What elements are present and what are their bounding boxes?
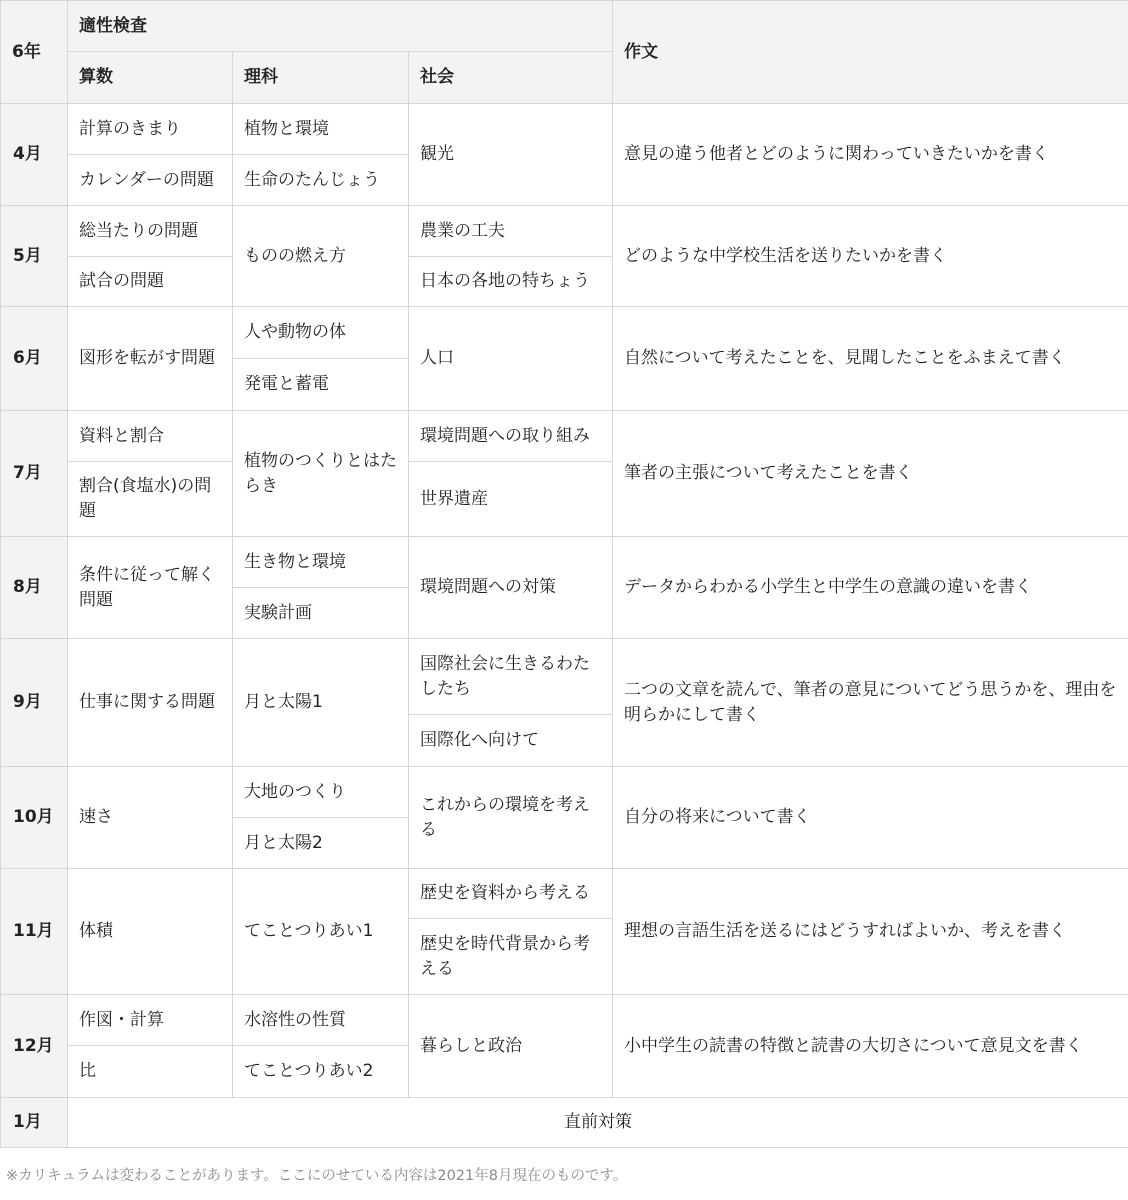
science-cell: 生命のたんじょう [233, 155, 409, 206]
math-cell: 比 [68, 1046, 233, 1098]
science-cell: 植物と環境 [233, 104, 409, 155]
essay-cell: 二つの文章を読んで、筆者の意見についてどう思うかを、理由を明らかにして書く [613, 639, 1128, 767]
month-label: 10月 [1, 767, 68, 869]
essay-cell: 自然について考えたことを、見聞したことをふまえて書く [613, 307, 1128, 411]
table-row [1, 307, 1128, 359]
table-row [1, 639, 1128, 715]
math-cell: 図形を転がす問題 [68, 307, 233, 411]
social-cell: 日本の各地の特ちょう [409, 257, 613, 307]
social-cell: 歴史を時代背景から考える [409, 919, 613, 995]
social-cell: 世界遺産 [409, 462, 613, 537]
social-cell: 暮らしと政治 [409, 995, 613, 1098]
essay-cell: 理想の言語生活を送るにはどうすればよいか、考えを書く [613, 869, 1128, 995]
table-row [1, 1098, 1128, 1148]
science-cell: 植物のつくりとはたらき [233, 411, 409, 537]
science-cell: 生き物と環境 [233, 537, 409, 588]
footnote: ※カリキュラムは変わることがあります。ここにのせている内容は2021年8月現在のものです。 [6, 1168, 628, 1184]
social-cell: 環境問題への取り組み [409, 411, 613, 462]
header-grade: 6年 [1, 1, 68, 104]
social-cell: 歴史を資料から考える [409, 869, 613, 919]
math-cell: 条件に従って解く問題 [68, 537, 233, 639]
science-cell: 水溶性の性質 [233, 995, 409, 1046]
science-cell: てことつりあい2 [233, 1046, 409, 1098]
table-row [1, 995, 1128, 1046]
essay-cell: 自分の将来について書く [613, 767, 1128, 869]
social-cell: 観光 [409, 104, 613, 206]
month-label: 8月 [1, 537, 68, 639]
month-label: 7月 [1, 411, 68, 537]
header-social: 社会 [409, 52, 613, 104]
month-label: 11月 [1, 869, 68, 995]
essay-cell: どのような中学校生活を送りたいかを書く [613, 206, 1128, 307]
essay-cell: データからわかる小学生と中学生の意識の違いを書く [613, 537, 1128, 639]
month-label: 12月 [1, 995, 68, 1098]
essay-cell: 小中学生の読書の特徴と読書の大切さについて意見文を書く [613, 995, 1128, 1098]
essay-cell: 筆者の主張について考えたことを書く [613, 411, 1128, 537]
month-label: 5月 [1, 206, 68, 307]
header-aptitude: 適性検査 [68, 1, 613, 52]
social-cell: 環境問題への対策 [409, 537, 613, 639]
header-science: 理科 [233, 52, 409, 104]
science-cell: 発電と蓄電 [233, 359, 409, 411]
essay-cell: 意見の違う他者とどのように関わっていきたいかを書く [613, 104, 1128, 206]
math-cell: カレンダーの問題 [68, 155, 233, 206]
table-row [1, 869, 1128, 919]
social-cell: 国際社会に生きるわたしたち [409, 639, 613, 715]
social-cell: 農業の工夫 [409, 206, 613, 257]
table-row [1, 206, 1128, 257]
science-cell: 月と太陽2 [233, 818, 409, 869]
science-cell: 実験計画 [233, 588, 409, 639]
final-prep-cell: 直前対策 [68, 1098, 1128, 1148]
math-cell: 割合(食塩水)の問題 [68, 462, 233, 537]
header-math: 算数 [68, 52, 233, 104]
social-cell: 人口 [409, 307, 613, 411]
month-label: 4月 [1, 104, 68, 206]
math-cell: 試合の問題 [68, 257, 233, 307]
science-cell: 大地のつくり [233, 767, 409, 818]
math-cell: 総当たりの問題 [68, 206, 233, 257]
math-cell: 計算のきまり [68, 104, 233, 155]
social-cell: 国際化へ向けて [409, 715, 613, 767]
social-cell: これからの環境を考える [409, 767, 613, 869]
science-cell: 人や動物の体 [233, 307, 409, 359]
month-label: 9月 [1, 639, 68, 767]
header-essay: 作文 [613, 1, 1128, 104]
table-row [1, 104, 1128, 155]
table-row [1, 537, 1128, 588]
math-cell: 仕事に関する問題 [68, 639, 233, 767]
month-label: 6月 [1, 307, 68, 411]
math-cell: 作図・計算 [68, 995, 233, 1046]
math-cell: 速さ [68, 767, 233, 869]
science-cell: ものの燃え方 [233, 206, 409, 307]
table-row [1, 767, 1128, 818]
science-cell: 月と太陽1 [233, 639, 409, 767]
science-cell: てことつりあい1 [233, 869, 409, 995]
table-row [1, 411, 1128, 462]
month-label: 1月 [1, 1098, 68, 1148]
math-cell: 体積 [68, 869, 233, 995]
math-cell: 資料と割合 [68, 411, 233, 462]
